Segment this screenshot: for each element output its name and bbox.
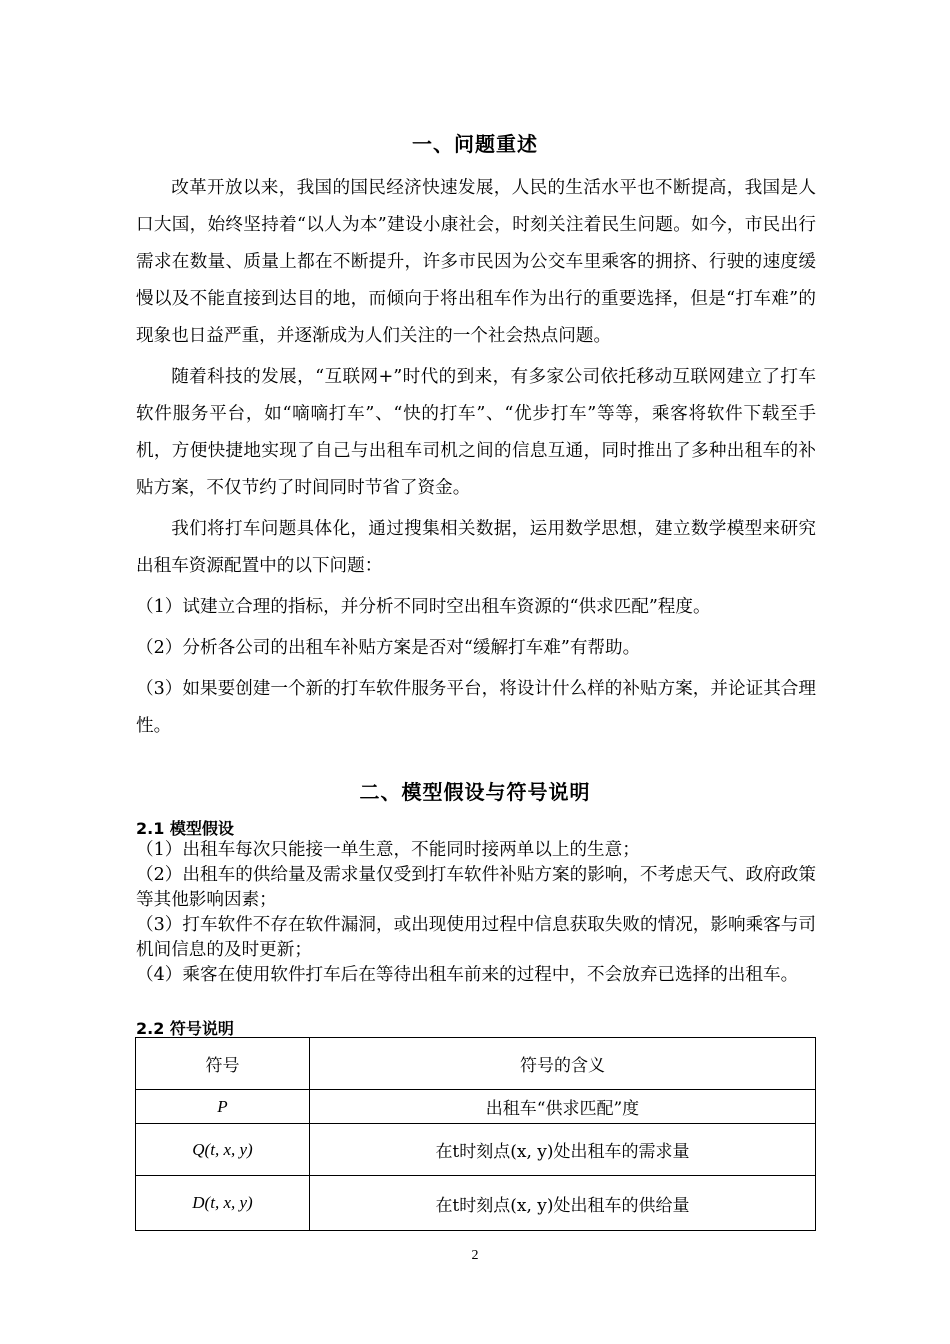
meaning-cell: 出租车“供求匹配”度 bbox=[310, 1090, 816, 1124]
meaning-cell: 在t时刻点(x, y)处出租车的需求量 bbox=[310, 1124, 816, 1176]
assumption-item: （3）打车软件不存在软件漏洞，或出现使用过程中信息获取失败的情况，影响乘客与司机间信息的及时更新； bbox=[136, 915, 816, 960]
table-row bbox=[136, 1090, 816, 1124]
paragraph: 我们将打车问题具体化，通过搜集相关数据，运用数学思想，建立数学模型来研究出租车资源配置中的以下问题： bbox=[136, 519, 816, 576]
table-row bbox=[136, 1124, 816, 1176]
assumptions-heading: 2.1 模型假设 bbox=[136, 819, 234, 838]
assumptions-list bbox=[136, 838, 816, 988]
section-1-body bbox=[136, 170, 816, 745]
section-2-title: 二、模型假设与符号说明 bbox=[359, 780, 591, 804]
table-row bbox=[136, 1176, 816, 1231]
symbol-cell: D(t, x, y) bbox=[136, 1176, 310, 1231]
question-item: （2）分析各公司的出租车补贴方案是否对“缓解打车难”有帮助。 bbox=[136, 638, 641, 658]
assumption-item: （4）乘客在使用软件打车后在等待出租车前来的过程中，不会放弃已选择的出租车。 bbox=[136, 965, 799, 985]
question-item: （3）如果要创建一个新的打车软件服务平台，将设计什么样的补贴方案，并论证其合理性。 bbox=[136, 679, 816, 736]
section-1-title: 一、问题重述 bbox=[412, 132, 538, 156]
symbol-cell: P bbox=[136, 1090, 310, 1124]
paragraph: 改革开放以来，我国的国民经济快速发展，人民的生活水平也不断提高，我国是人口大国，始终坚持着“以人为本”建设小康社会，时刻关注着民生问题。如今，市民出行需求在数量、质量上都在不断提升，许多市民因为公交车里乘客的拥挤、行驶的速度缓慢以及不能直接到达目的地，而倾向于将出租车作为出行的重要选择，但是“打车难”的现象也日益严重，并逐渐成为人们关注的一个社会热点问题。 bbox=[136, 178, 816, 346]
paragraph: 随着科技的发展，“互联网+”时代的到来，有多家公司依托移动互联网建立了打车软件服务平台，如“嘀嘀打车”、“快的打车”、“优步打车”等等，乘客将软件下载至手机，方便快捷地实现了自己与出租车司机之间的信息互通，同时推出了多种出租车的补贴方案，不仅节约了时间同时节省了资金。 bbox=[136, 367, 816, 498]
symbol-cell: Q(t, x, y) bbox=[136, 1124, 310, 1176]
meaning-cell: 在t时刻点(x, y)处出租车的供给量 bbox=[310, 1176, 816, 1231]
page-number: 2 bbox=[471, 1248, 479, 1263]
question-item: （1）试建立合理的指标，并分析不同时空出租车资源的“供求匹配”程度。 bbox=[136, 597, 711, 617]
assumption-item: （1）出租车每次只能接一单生意，不能同时接两单以上的生意； bbox=[136, 840, 640, 860]
symbol-table bbox=[135, 1037, 816, 1231]
assumption-item: （2）出租车的供给量及需求量仅受到打车软件补贴方案的影响，不考虑天气、政府政策等其他影响因素； bbox=[136, 865, 816, 910]
symbols-heading: 2.2 符号说明 bbox=[136, 1019, 234, 1038]
table-header-cell: 符号的含义 bbox=[310, 1038, 816, 1090]
table-header-cell: 符号 bbox=[136, 1038, 310, 1090]
table-header-row bbox=[136, 1038, 816, 1090]
